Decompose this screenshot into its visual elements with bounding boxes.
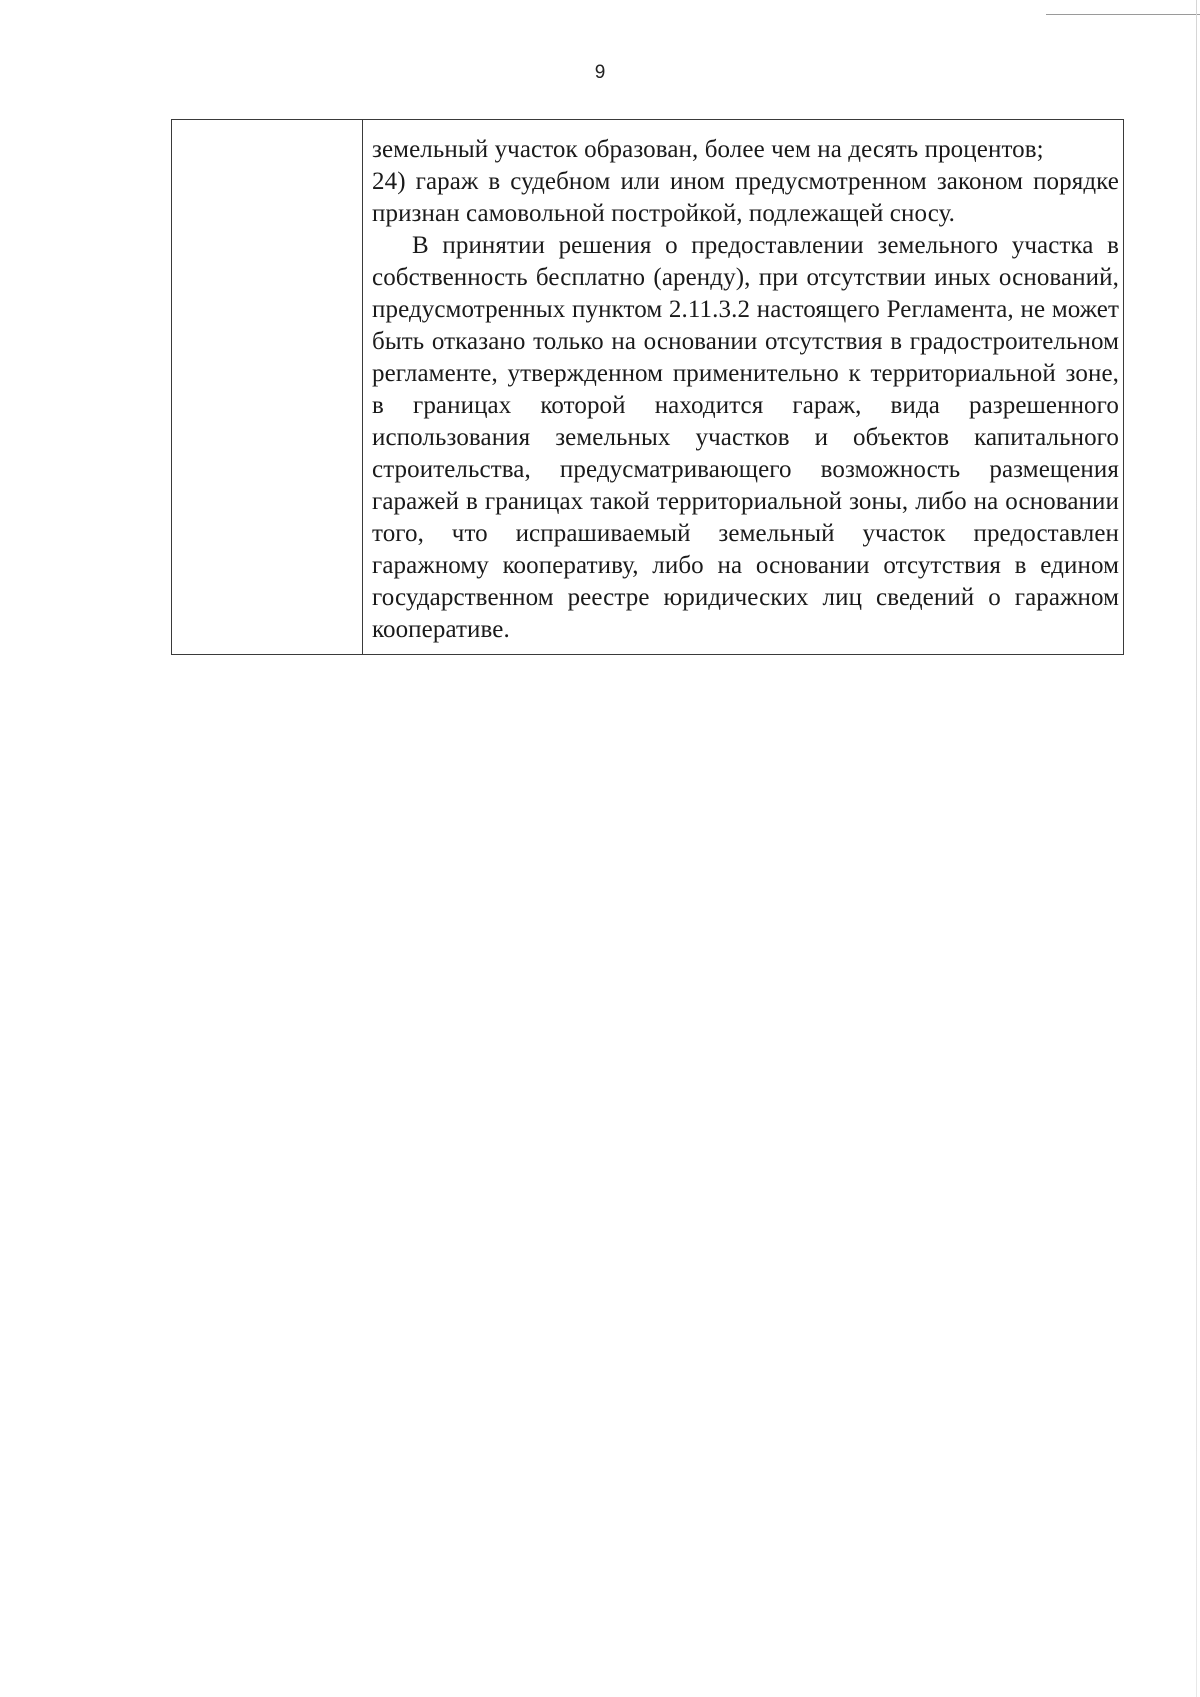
table-cell-right [363,120,1124,655]
paragraph-item-24: 24) гараж в судебном или ином предусмотренном законом порядке признан самовольной постройкой, подлежащей сносу. [372,168,1119,227]
paragraph-refusal-conditions: В принятии решения о предоставлении земельного участка в собственность бесплатно (аренду), при отсутствии иных оснований, предусмотренных пунктом 2.11.3.2 настоящего Регламента, не может быть отказано только на основании отсутствия в градостроительном регламенте, утвержденном применительно к территориальной зоне, в границах которой находится гараж, вида разрешенного использования земельных участков и объектов капитального строительства, предусматривающего возможность размещения гаражей в границах такой территориальной зоны, либо на основании того, что испрашиваемый земельный участок предоставлен гаражному кооперативу, либо на основании отсутствия в едином государственном реестре юридических лиц сведений о гаражном кооперативе. [372,232,1119,643]
table-row [172,120,1124,655]
table-cell-left [172,120,363,655]
table-cell-right-content [363,120,1123,654]
scan-top-edge-line [1046,14,1200,15]
page-number: 9 [594,62,606,83]
paragraph-continuation: земельный участок образован, более чем на десять процентов; [372,136,1044,163]
scan-right-edge-line [1196,0,1197,1697]
document-table [171,119,1124,655]
